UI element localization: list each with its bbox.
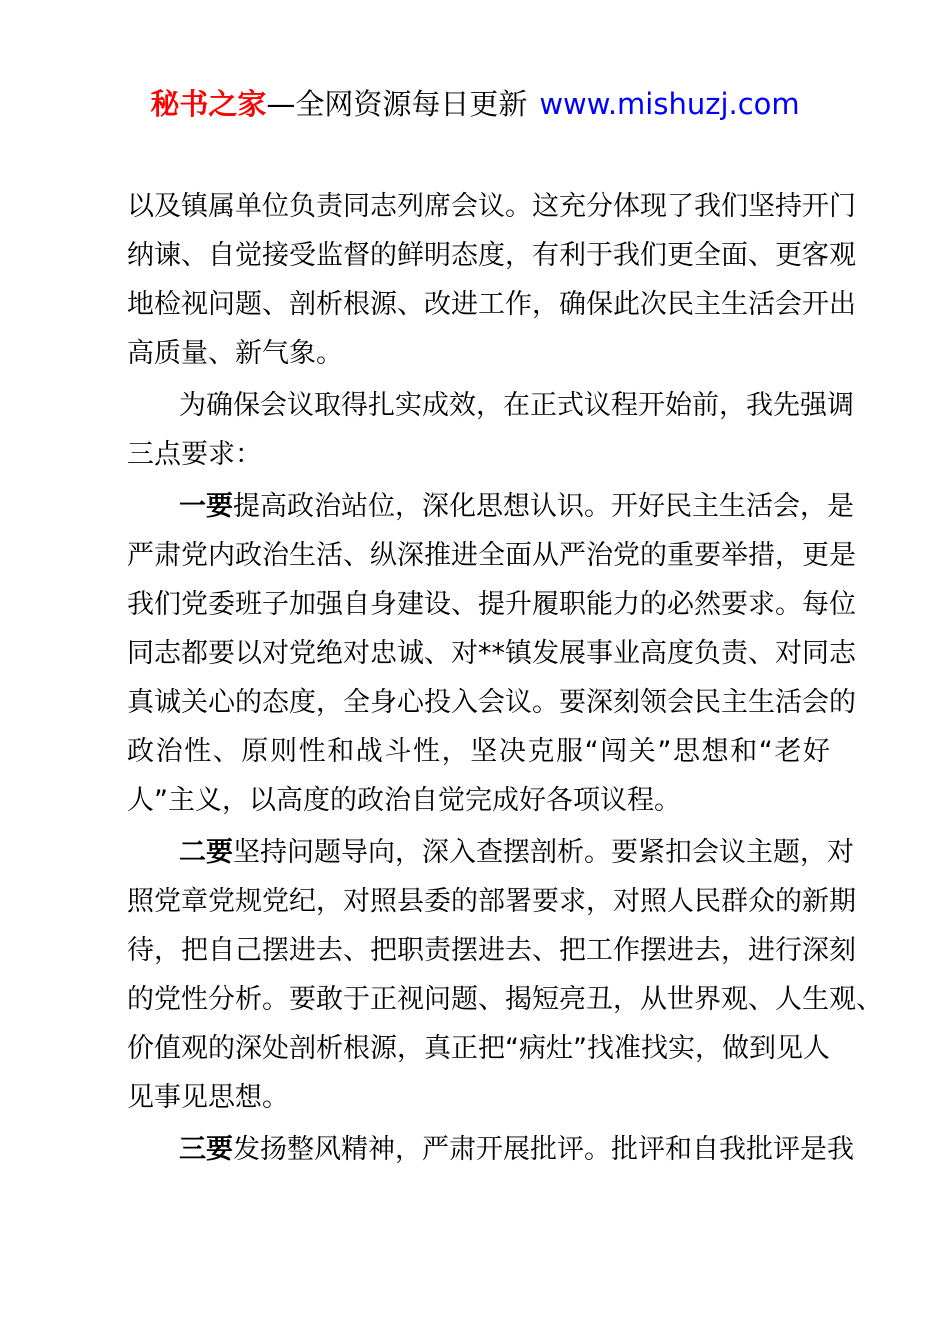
text-line xyxy=(127,776,830,825)
text-line xyxy=(127,828,854,877)
text-line xyxy=(127,1125,854,1174)
text-line-text: 人”主义，以高度的政治自觉完成好各项议程。 xyxy=(127,785,681,816)
text-line-text: 政治性、原则性和战斗性，坚决克服“闯关”思想和“老好 xyxy=(127,736,830,767)
text-line xyxy=(127,975,883,1024)
text-line xyxy=(127,1073,830,1122)
text-line-text: 三点要求： xyxy=(127,439,262,470)
site-url-link[interactable]: www.mishuzj.com xyxy=(539,87,800,121)
text-line xyxy=(127,580,856,629)
text-line-text: 照党章党规党纪，对照县委的部署要求，对照人民群众的新期 xyxy=(127,886,856,917)
text-line xyxy=(127,329,830,378)
text-line xyxy=(127,531,856,580)
text-line xyxy=(127,678,856,727)
text-line xyxy=(127,877,856,926)
site-tagline: 全网资源每日更新 xyxy=(295,87,528,121)
text-line xyxy=(127,182,856,231)
text-line xyxy=(127,280,856,329)
text-line-text: 地检视问题、剖析根源、改进工作，确保此次民主生活会开出 xyxy=(127,289,856,320)
site-header xyxy=(0,84,950,124)
em-dash: — xyxy=(266,87,296,121)
site-name: 秘书之家 xyxy=(150,87,267,121)
text-line-text: 发扬整风精神，严肃开展批评。批评和自我批评是我 xyxy=(233,1134,854,1165)
text-line-bold-lead: 二要 xyxy=(179,837,233,868)
text-line xyxy=(127,381,854,430)
text-line xyxy=(127,482,854,531)
text-line-text: 为确保会议取得扎实成效，在正式议程开始前，我先强调 xyxy=(179,390,854,421)
text-line-bold-lead: 一要 xyxy=(179,491,233,522)
text-line xyxy=(127,629,856,678)
text-line xyxy=(127,926,856,975)
text-line-text: 提高政治站位，深化思想认识。开好民主生活会，是 xyxy=(233,491,854,522)
text-line-text: 的党性分析。要敢于正视问题、揭短亮丑，从世界观、人生观、 xyxy=(127,984,883,1015)
text-line-text: 坚持问题导向，深入查摆剖析。要紧扣会议主题，对 xyxy=(233,837,854,868)
text-line-text: 见事见思想。 xyxy=(127,1082,289,1113)
text-line-text: 同志都要以对党绝对忠诚、对**镇发展事业高度负责、对同志 xyxy=(127,638,856,669)
text-line xyxy=(127,430,830,479)
text-line-bold-lead: 三要 xyxy=(179,1134,233,1165)
text-line-text: 真诚关心的态度，全身心投入会议。要深刻领会民主生活会的 xyxy=(127,687,856,718)
document-body xyxy=(127,182,883,1174)
text-line xyxy=(127,1024,830,1073)
text-line-text: 高质量、新气象。 xyxy=(127,338,343,369)
text-line xyxy=(127,727,830,776)
text-line-text: 严肃党内政治生活、纵深推进全面从严治党的重要举措，更是 xyxy=(127,540,856,571)
text-line-text: 以及镇属单位负责同志列席会议。这充分体现了我们坚持开门 xyxy=(127,191,856,222)
text-line-text: 待，把自己摆进去、把职责摆进去、把工作摆进去，进行深刻 xyxy=(127,935,856,966)
text-line-text: 价值观的深处剖析根源，真正把“病灶”找准找实，做到见人 xyxy=(127,1033,830,1064)
text-line-text: 我们党委班子加强自身建设、提升履职能力的必然要求。每位 xyxy=(127,589,856,620)
text-line-text: 纳谏、自觉接受监督的鲜明态度，有利于我们更全面、更客观 xyxy=(127,240,856,271)
text-line xyxy=(127,231,856,280)
